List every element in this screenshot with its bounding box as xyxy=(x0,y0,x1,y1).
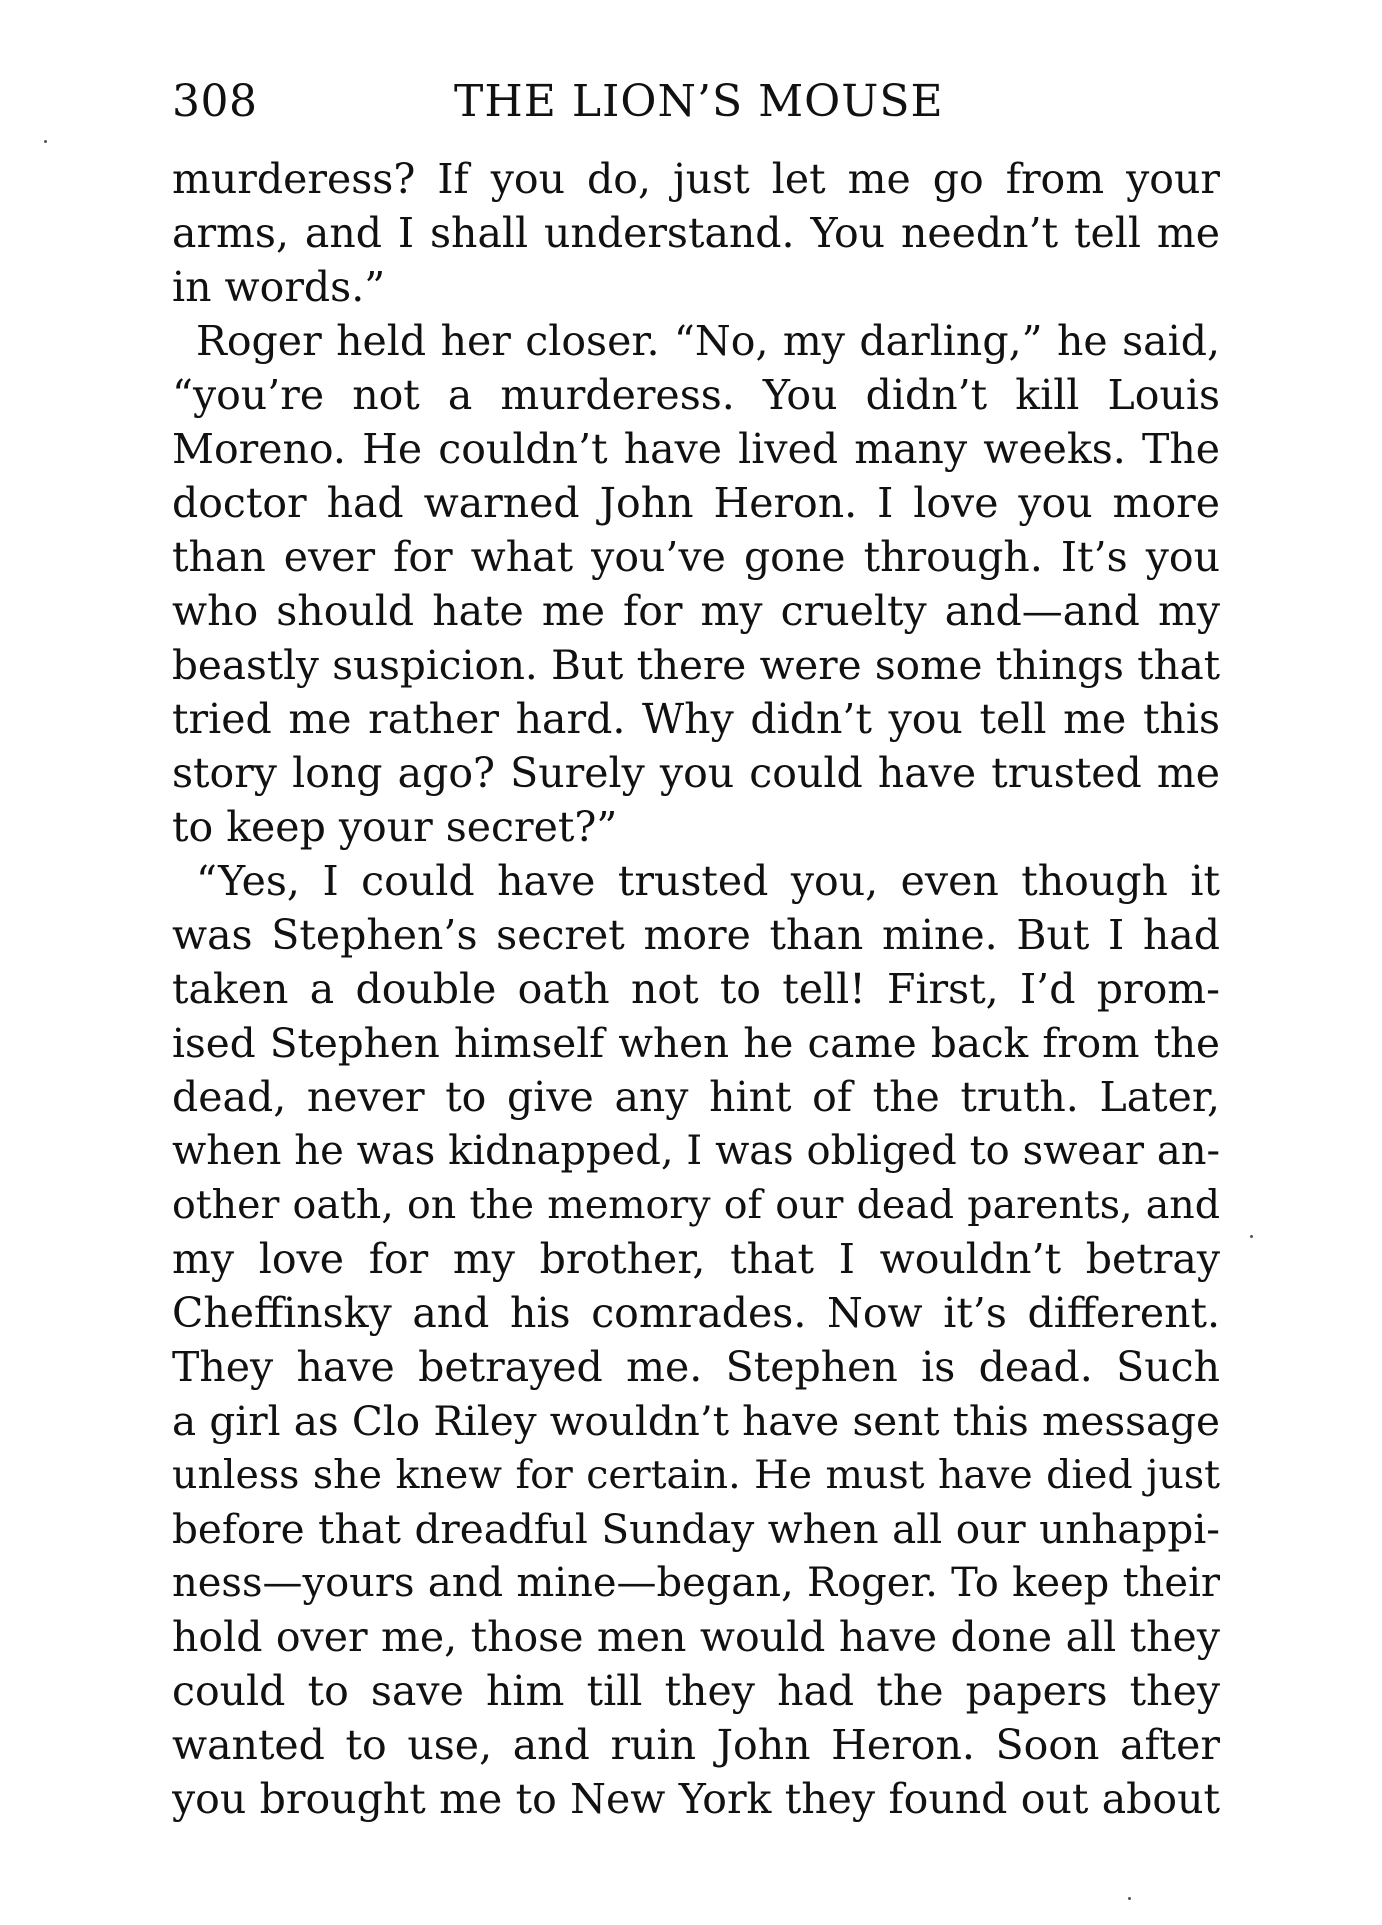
text-line: unless she knew for certain. He must have died just xyxy=(172,1452,1220,1498)
text-line: story long ago? Surely you could have trusted me xyxy=(172,749,1220,797)
text-line: wanted to use, and ruin John Heron. Soon after xyxy=(172,1721,1220,1769)
text-line: ness—yours and mine—began, Roger. To keep their xyxy=(172,1560,1220,1606)
text-line: doctor had warned John Heron. I love you more xyxy=(172,479,1220,527)
text-line: could to save him till they had the papers they xyxy=(172,1667,1220,1715)
page-number: 308 xyxy=(172,76,258,127)
scan-speck xyxy=(44,140,47,143)
text-line: was Stephen’s secret more than mine. But I had xyxy=(172,911,1220,959)
scan-speck xyxy=(1250,1235,1253,1238)
text-line: other oath, on the memory of our dead parents, and xyxy=(172,1182,1220,1228)
text-line: hold over me, those men would have done all they xyxy=(172,1613,1220,1661)
running-head xyxy=(172,72,1222,132)
text-line: tried me rather hard. Why didn’t you tell me this xyxy=(172,695,1220,743)
text-line: than ever for what you’ve gone through. It’s you xyxy=(172,533,1220,581)
text-line: “Yes, I could have trusted you, even though it xyxy=(196,857,1220,905)
scan-speck xyxy=(1128,1897,1131,1900)
text-line: Cheffinsky and his comrades. Now it’s different. xyxy=(172,1289,1220,1337)
text-line: Moreno. He couldn’t have lived many weeks. The xyxy=(172,425,1220,473)
text-line: arms, and I shall understand. You needn’t tell me xyxy=(172,209,1220,257)
text-line: you brought me to New York they found out about xyxy=(172,1775,1220,1823)
text-line: dead, never to give any hint of the truth. Later, xyxy=(172,1073,1220,1121)
text-line: when he was kidnapped, I was obliged to swear an- xyxy=(172,1128,1220,1174)
body-text xyxy=(172,152,1220,1826)
text-line: my love for my brother, that I wouldn’t betray xyxy=(172,1235,1220,1283)
text-line: to keep your secret?” xyxy=(172,803,618,851)
book-title: THE LION’S MOUSE xyxy=(454,76,944,127)
text-line: taken a double oath not to tell! First, I’d prom- xyxy=(172,965,1220,1013)
text-line: Roger held her closer. “No, my darling,” he said, xyxy=(196,317,1220,365)
text-line: beastly suspicion. But there were some things that xyxy=(172,641,1220,689)
text-line: who should hate me for my cruelty and—and my xyxy=(172,587,1220,635)
text-line: “you’re not a murderess. You didn’t kill Louis xyxy=(172,371,1220,419)
text-line: in words.” xyxy=(172,263,386,311)
text-line: a girl as Clo Riley wouldn’t have sent this message xyxy=(172,1397,1220,1445)
text-line: before that dreadful Sunday when all our unhappi- xyxy=(172,1505,1220,1553)
text-line: They have betrayed me. Stephen is dead. Such xyxy=(172,1343,1220,1391)
text-line: ised Stephen himself when he came back from the xyxy=(172,1019,1220,1067)
text-line: murderess? If you do, just let me go from your xyxy=(172,155,1220,203)
